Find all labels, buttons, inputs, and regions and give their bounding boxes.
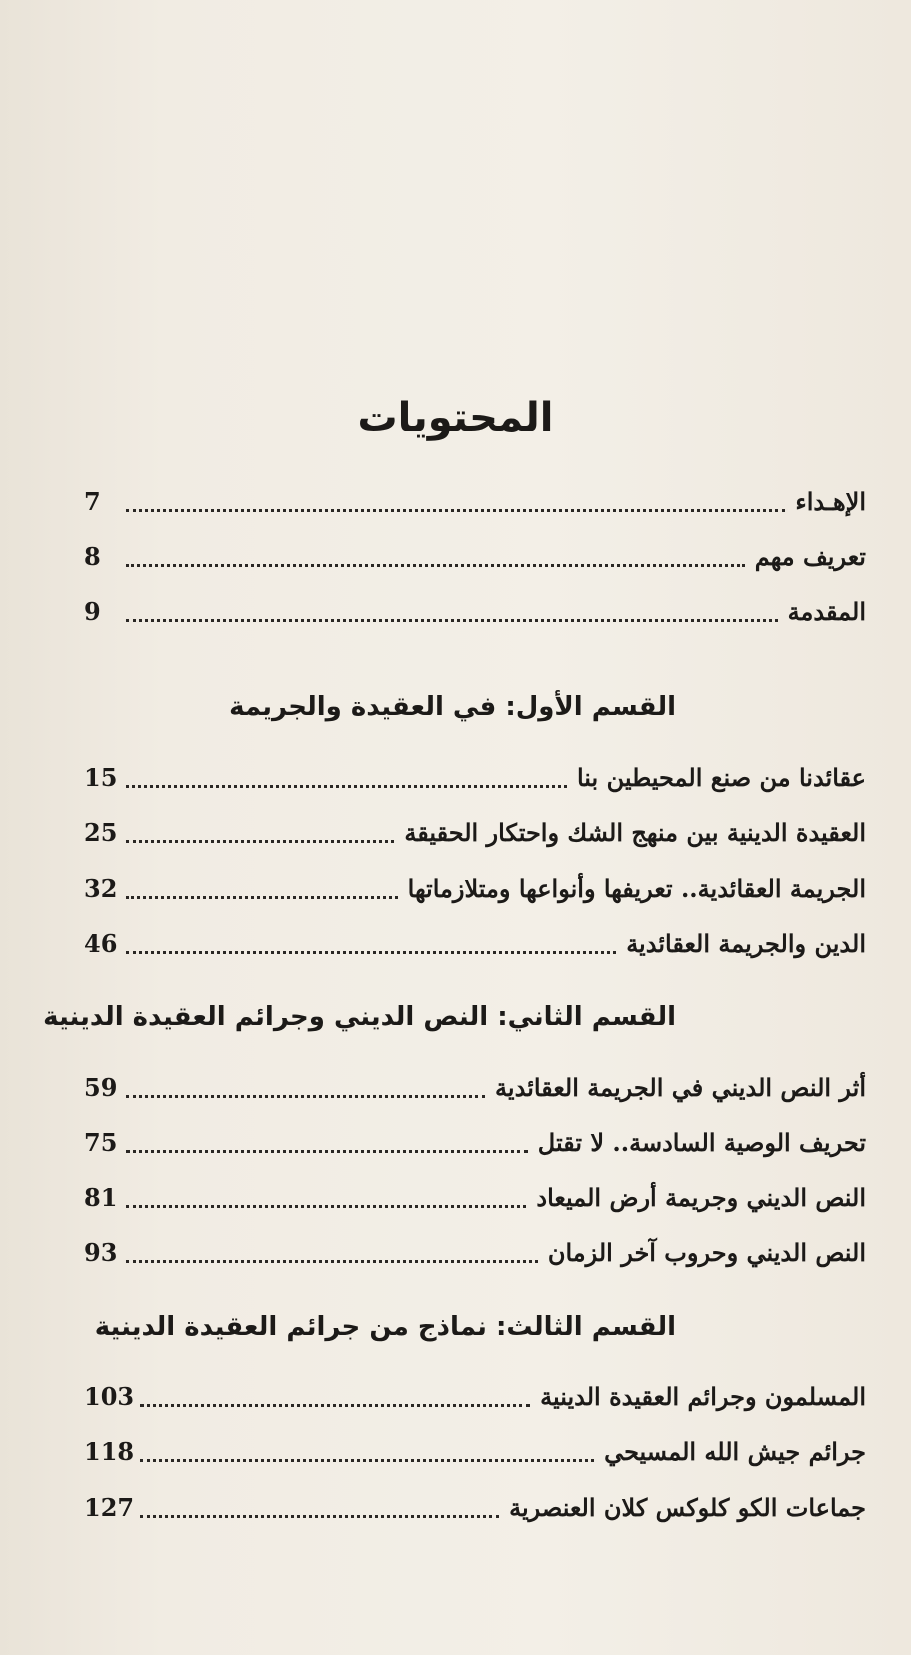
toc-dot-leader <box>126 1095 485 1098</box>
toc-dot-leader <box>126 840 394 843</box>
toc-entry-page: 32 <box>84 874 118 903</box>
toc-entry <box>84 813 866 853</box>
toc-entry-page: 81 <box>84 1183 118 1212</box>
toc-entry-page: 7 <box>84 487 101 516</box>
toc-entry <box>84 869 866 909</box>
toc-entry-label: أثر النص الديني في الجريمة العقائدية <box>495 1073 866 1102</box>
section-heading: القسم الأول: في العقيدة والجريمة <box>229 692 676 722</box>
toc-entry-label: الدين والجريمة العقائدية <box>626 929 866 958</box>
toc-entry <box>84 1123 866 1163</box>
toc-entry-page: 15 <box>84 763 118 792</box>
toc-entry-label: المقدمة <box>787 597 866 626</box>
toc-dot-leader <box>140 1515 499 1518</box>
toc-dot-leader <box>126 509 785 512</box>
section-heading: القسم الثاني: النص الديني وجرائم العقيدة الدينية <box>43 1002 676 1032</box>
toc-dot-leader <box>126 896 398 899</box>
toc-dot-leader <box>126 619 778 622</box>
toc-dot-leader <box>126 1260 538 1263</box>
toc-entry <box>84 592 866 632</box>
page-title: المحتويات <box>357 395 554 441</box>
toc-entry-page: 127 <box>84 1493 135 1522</box>
toc-entry <box>84 1488 866 1528</box>
toc-entry <box>84 482 866 522</box>
toc-entry-page: 59 <box>84 1073 118 1102</box>
toc-entry-page: 75 <box>84 1128 118 1157</box>
toc-dot-leader <box>126 1205 526 1208</box>
toc-entry-label: جرائم جيش الله المسيحي <box>604 1437 866 1466</box>
toc-entry <box>84 1068 866 1108</box>
toc-entry <box>84 537 866 577</box>
toc-entry-label: النص الديني وجريمة أرض الميعاد <box>536 1183 866 1212</box>
toc-dot-leader <box>140 1459 594 1462</box>
toc-entry-label: العقيدة الدينية بين منهج الشك واحتكار الحقيقة <box>404 818 866 847</box>
toc-entry-label: الجريمة العقائدية.. تعريفها وأنواعها ومتلازماتها <box>407 874 866 903</box>
toc-dot-leader <box>126 1150 528 1153</box>
toc-entry-page: 118 <box>84 1437 135 1466</box>
toc-entry-page: 25 <box>84 818 118 847</box>
toc-entry-page: 103 <box>84 1382 135 1411</box>
toc-dot-leader <box>140 1404 530 1407</box>
toc-entry <box>84 758 866 798</box>
toc-entry-page: 9 <box>84 597 101 626</box>
toc-entry <box>84 1178 866 1218</box>
toc-entry-page: 46 <box>84 929 118 958</box>
toc-entry-label: عقائدنا من صنع المحيطين بنا <box>576 763 866 792</box>
toc-entry <box>84 1233 866 1273</box>
toc-entry <box>84 1432 866 1472</box>
toc-entry-page: 8 <box>84 542 101 571</box>
toc-dot-leader <box>126 785 567 788</box>
toc-dot-leader <box>126 564 745 567</box>
toc-entry-page: 93 <box>84 1238 118 1267</box>
toc-entry <box>84 924 866 964</box>
toc-entry-label: تحريف الوصية السادسة.. لا تقتل <box>537 1128 866 1157</box>
toc-entry-label: جماعات الكو كلوكس كلان العنصرية <box>509 1493 866 1522</box>
toc-entry-label: النص الديني وحروب آخر الزمان <box>547 1238 866 1267</box>
toc-entry <box>84 1377 866 1417</box>
toc-dot-leader <box>126 951 616 954</box>
section-heading: القسم الثالث: نماذج من جرائم العقيدة الدينية <box>94 1312 676 1342</box>
toc-entry-label: المسلمون وجرائم العقيدة الدينية <box>540 1382 866 1411</box>
toc-entry-label: الإهـداء <box>795 487 866 516</box>
toc-entry-label: تعريف مهم <box>754 542 866 571</box>
